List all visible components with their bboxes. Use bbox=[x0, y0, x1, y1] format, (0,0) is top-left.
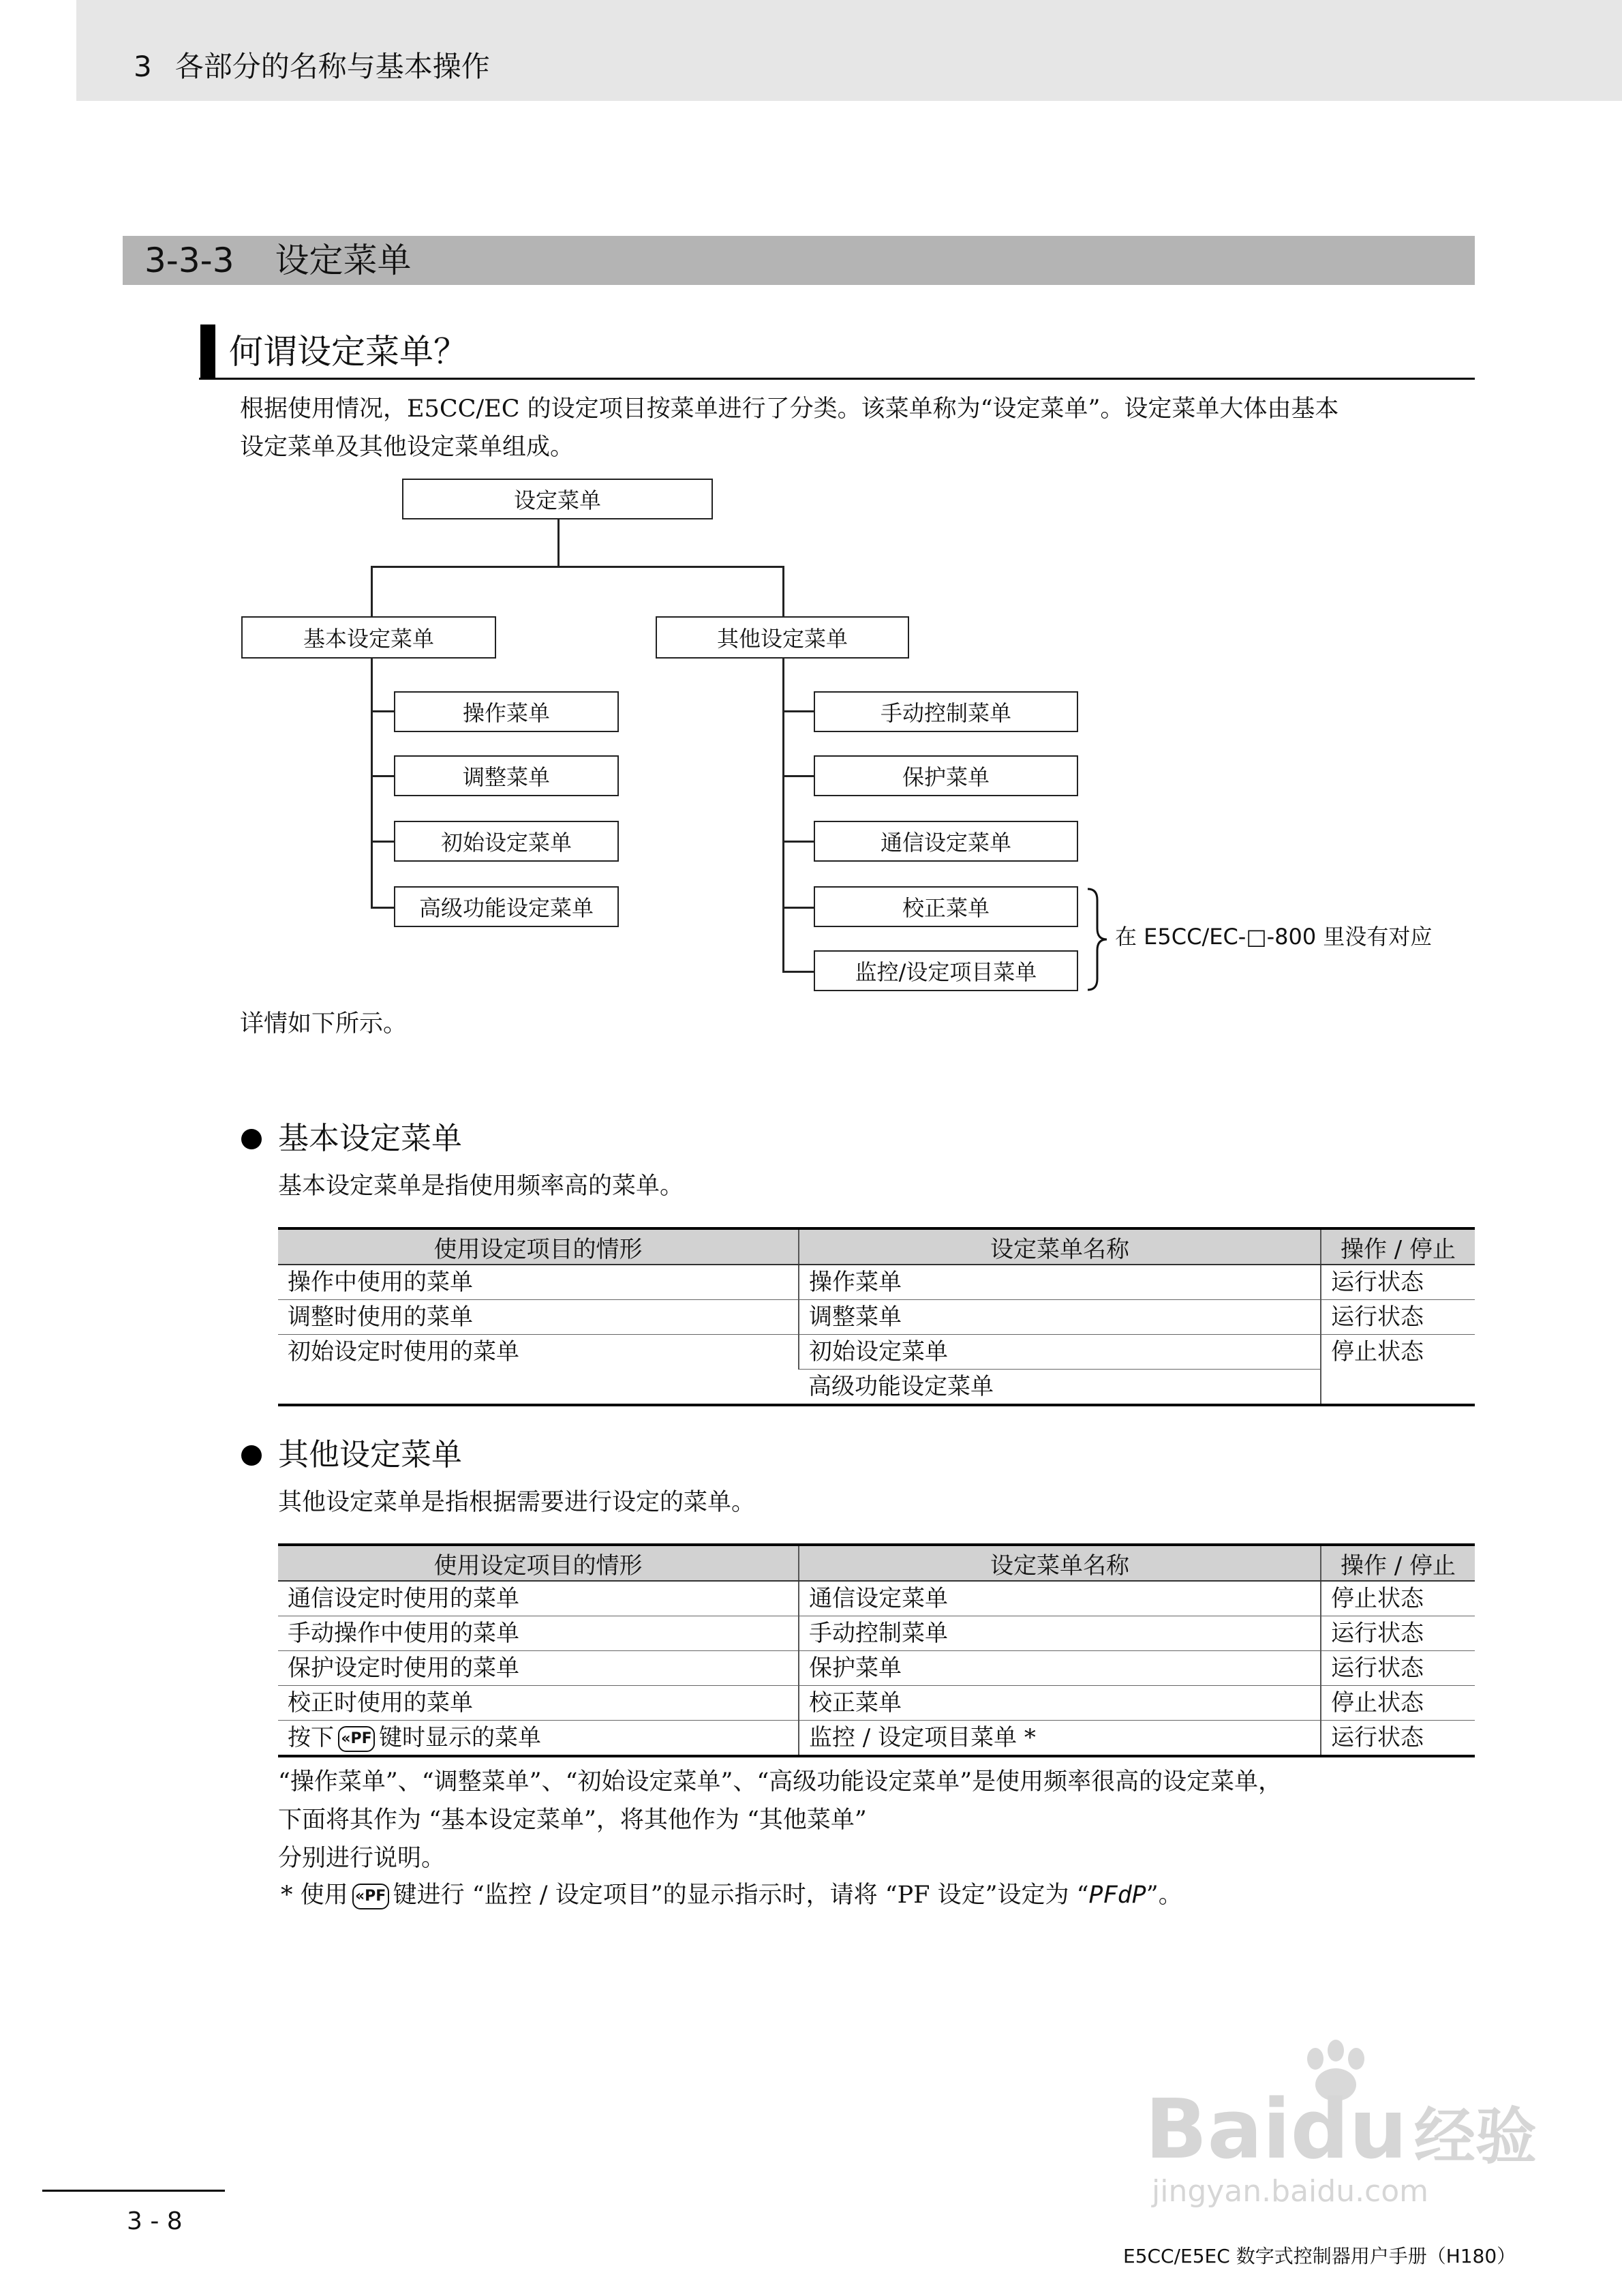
column-header: 操作 / 停止 bbox=[1321, 1545, 1475, 1581]
tree-other-child: 校正菜单 bbox=[814, 886, 1078, 927]
bullet-icon bbox=[241, 1129, 262, 1149]
watermark-brand-part: du bbox=[1290, 2083, 1407, 2177]
table-cell: 通信设定菜单 bbox=[799, 1581, 1321, 1616]
table-cell: 调整时使用的菜单 bbox=[278, 1300, 799, 1335]
column-header: 使用设定项目的情形 bbox=[278, 1545, 799, 1581]
bullet-icon bbox=[241, 1445, 262, 1466]
table-cell: 调整菜单 bbox=[799, 1300, 1321, 1335]
watermark-sub: 经验 bbox=[1413, 2101, 1537, 2173]
tree-other-child: 通信设定菜单 bbox=[814, 821, 1078, 862]
tree-other-child: 手动控制菜单 bbox=[814, 691, 1078, 732]
table-row bbox=[278, 1335, 1475, 1370]
other-menu-table bbox=[278, 1543, 1475, 1757]
note-line-3: 分别进行说明。 bbox=[278, 1845, 446, 1872]
basic-section-heading: 基本设定菜单 bbox=[278, 1120, 463, 1156]
table-cell: 监控 / 设定项目菜单 * bbox=[799, 1721, 1321, 1757]
tree-basic-child: 调整菜单 bbox=[394, 755, 619, 796]
table-cell: 校正时使用的菜单 bbox=[278, 1686, 799, 1721]
table-cell: 通信设定时使用的菜单 bbox=[278, 1581, 799, 1616]
watermark-brand bbox=[1145, 2083, 1537, 2181]
other-section-desc: 其他设定菜单是指根据需要进行设定的菜单。 bbox=[278, 1489, 756, 1516]
tree-basic-child: 高级功能设定菜单 bbox=[394, 886, 619, 927]
table-row bbox=[278, 1581, 1475, 1616]
pf-key-label: PF bbox=[350, 1730, 372, 1747]
table-cell: 校正菜单 bbox=[799, 1686, 1321, 1721]
column-header: 设定菜单名称 bbox=[799, 1228, 1321, 1265]
footnote-prefix: * 使用 bbox=[281, 1882, 348, 1909]
table-row bbox=[278, 1616, 1475, 1651]
section-number: 3-3-3 bbox=[144, 241, 234, 280]
section-heading bbox=[144, 240, 412, 281]
pf-key-icon: «PF bbox=[352, 1884, 389, 1909]
basic-menu-table bbox=[278, 1227, 1475, 1406]
table-cell: 停止状态 bbox=[1321, 1581, 1475, 1616]
table-cell: 停止状态 bbox=[1321, 1686, 1475, 1721]
right-brace-icon bbox=[1084, 886, 1111, 993]
press-label: 按下 bbox=[288, 1724, 334, 1751]
table-row bbox=[278, 1300, 1475, 1335]
press-suffix: 键时显示的菜单 bbox=[379, 1724, 541, 1751]
table-cell: 操作菜单 bbox=[799, 1265, 1321, 1300]
manual-title: E5CC/E5EC 数字式控制器用户手册（H180） bbox=[1123, 2245, 1516, 2267]
table-cell: 运行状态 bbox=[1321, 1721, 1475, 1757]
subsection-underline bbox=[199, 378, 1475, 380]
table-header-row bbox=[278, 1545, 1475, 1581]
table-row bbox=[278, 1265, 1475, 1300]
tree-root-box: 设定菜单 bbox=[402, 479, 713, 519]
table-cell: 停止状态 bbox=[1321, 1335, 1475, 1406]
pf-key-icon: « PF bbox=[338, 1726, 375, 1752]
table-cell: 保护设定时使用的菜单 bbox=[278, 1651, 799, 1686]
table-cell: 手动操作中使用的菜单 bbox=[278, 1616, 799, 1651]
table-row bbox=[278, 1721, 1475, 1757]
intro-line-1: 根据使用情况，E5CC/EC 的设定项目按菜单进行了分类。该菜单称为“设定菜单”。设定菜单大体由基本 bbox=[240, 395, 1339, 423]
footnote-end: ”。 bbox=[1146, 1882, 1182, 1909]
table-cell: 高级功能设定菜单 bbox=[799, 1370, 1321, 1406]
table-cell: 运行状态 bbox=[1321, 1265, 1475, 1300]
column-header: 使用设定项目的情形 bbox=[278, 1228, 799, 1265]
tree-other-child: 监控/设定项目菜单 bbox=[814, 950, 1078, 991]
tree-basic-child: 初始设定菜单 bbox=[394, 821, 619, 862]
tree-other-box: 其他设定菜单 bbox=[656, 616, 909, 659]
table-cell: 运行状态 bbox=[1321, 1616, 1475, 1651]
details-text: 详情如下所示。 bbox=[240, 1010, 408, 1038]
note-line-2: 下面将其作为 “基本设定菜单”，将其他作为 “其他菜单” bbox=[278, 1807, 867, 1834]
table-cell: 初始设定菜单 bbox=[799, 1335, 1321, 1370]
subsection-title: 何谓设定菜单？ bbox=[229, 332, 468, 372]
chapter-title bbox=[134, 49, 490, 85]
other-section-heading: 其他设定菜单 bbox=[278, 1436, 463, 1472]
baidu-watermark bbox=[1145, 2038, 1537, 2216]
chapter-number: 3 bbox=[134, 50, 152, 83]
subsection-marker bbox=[200, 324, 215, 378]
tree-basic-box: 基本设定菜单 bbox=[241, 616, 496, 659]
table-cell bbox=[278, 1721, 799, 1757]
footnote-middle: 键进行 “监控 / 设定项目”的显示指示时，请将 “PF 设定”设定为 “ bbox=[393, 1882, 1089, 1909]
table-cell: 初始设定时使用的菜单 bbox=[278, 1335, 799, 1406]
basic-section-desc: 基本设定菜单是指使用频率高的菜单。 bbox=[278, 1173, 684, 1200]
table-cell: 运行状态 bbox=[1321, 1300, 1475, 1335]
footer-rule bbox=[42, 2190, 225, 2192]
page-number: 3 - 8 bbox=[127, 2207, 183, 2235]
section-title: 设定菜单 bbox=[275, 241, 412, 280]
table-cell: 运行状态 bbox=[1321, 1651, 1475, 1686]
watermark-url: jingyan.baidu.com bbox=[1152, 2174, 1429, 2209]
footnote-code: PFdP bbox=[1088, 1882, 1146, 1909]
table-cell: 保护菜单 bbox=[799, 1651, 1321, 1686]
column-header: 操作 / 停止 bbox=[1321, 1228, 1475, 1265]
table-row bbox=[278, 1686, 1475, 1721]
tree-brace-note: 在 E5CC/EC-□-800 里没有对应 bbox=[1115, 924, 1433, 950]
chapter-name: 各部分的名称与基本操作 bbox=[174, 50, 490, 83]
table-cell: 手动控制菜单 bbox=[799, 1616, 1321, 1651]
tree-basic-child: 操作菜单 bbox=[394, 691, 619, 732]
table-cell: 操作中使用的菜单 bbox=[278, 1265, 799, 1300]
intro-line-2: 设定菜单及其他设定菜单组成。 bbox=[240, 434, 575, 461]
footnote bbox=[281, 1876, 1182, 1914]
watermark-brand-part: Bai bbox=[1145, 2083, 1291, 2177]
column-header: 设定菜单名称 bbox=[799, 1545, 1321, 1581]
table-header-row bbox=[278, 1228, 1475, 1265]
table-row bbox=[278, 1651, 1475, 1686]
note-line-1: “操作菜单”、“调整菜单”、“初始设定菜单”、“高级功能设定菜单”是使用频率很高的设定菜单， bbox=[278, 1768, 1283, 1796]
tree-other-child: 保护菜单 bbox=[814, 755, 1078, 796]
